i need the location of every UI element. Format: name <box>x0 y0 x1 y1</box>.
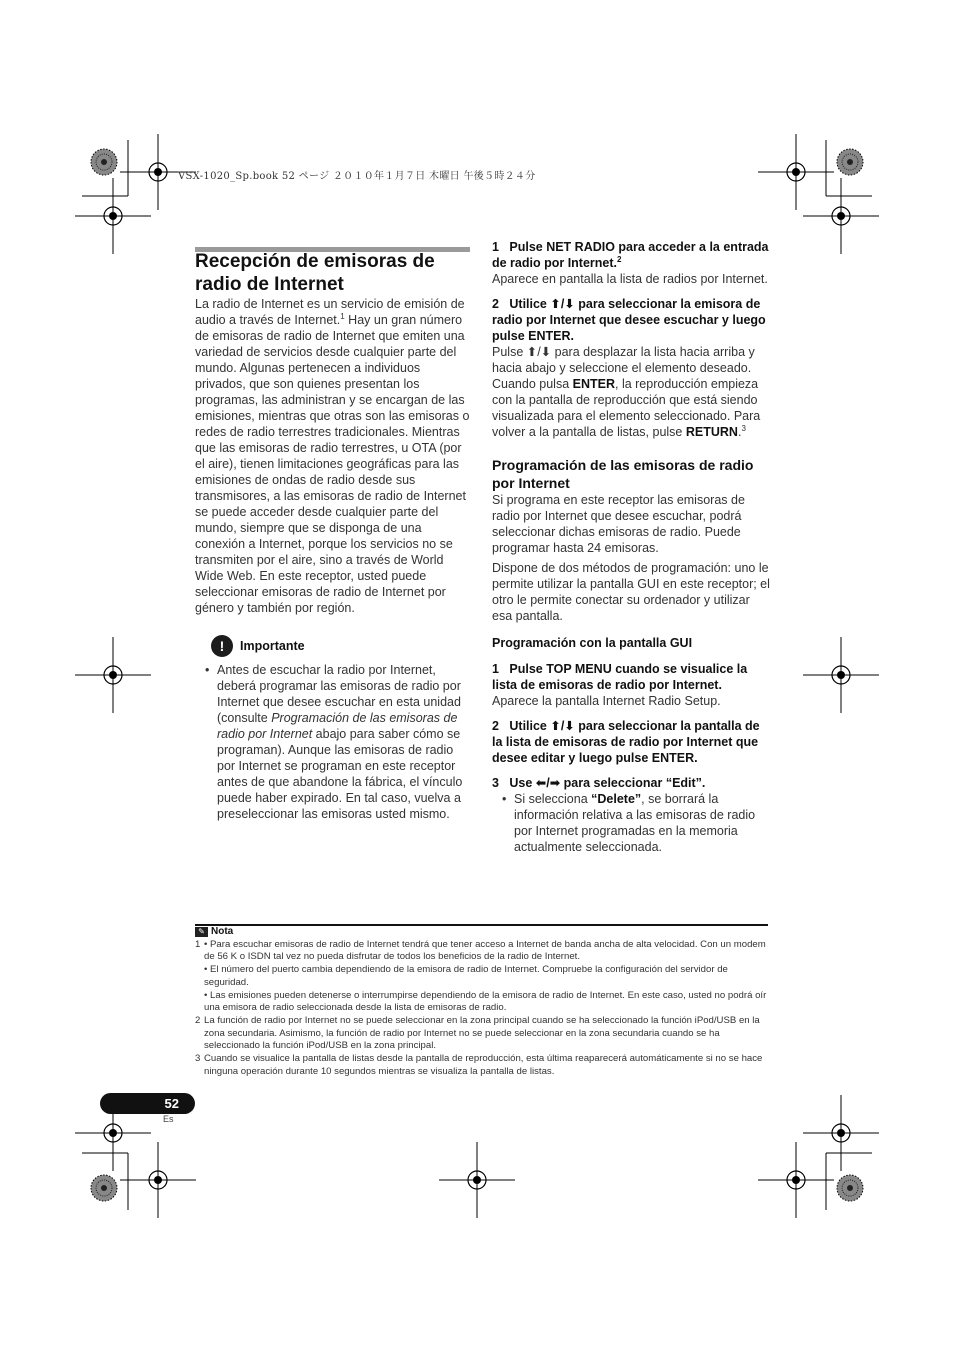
registration-cross-icon <box>803 178 879 254</box>
registration-cross-icon <box>803 637 879 713</box>
gui-step-1-heading: 1 Pulse TOP MENU cuando se visualice la lista de emisoras de radio por Internet. <box>492 662 748 692</box>
registration-cross-icon <box>758 134 834 210</box>
intro-paragraph: La radio de Internet es un servicio de emisión de audio a través de Internet.$^1$ Hay un gran número de emisoras de radio de Internet que emiten una variedad de servicios desde cualquier parte del mundo. Algunas pertenecen a individuos privados, que son quienes presentan los programas, las administran y se encargan de las emisiones, mientras que otras son las emisoras o redes de radio terrestres tradicionales. Mientras que las emisoras de radio terrestres, u OTA (por el aire), tienen limitaciones geográficas para las emisiones de ondas de radio desde sus transmisores, a las emisoras de radio de Internet se puede acceder desde cualquier parte del mundo, siempre que se disponga de una conexión a Internet, porque los servicios no se transmiten por el aire, sino a través de World Wide Web. En este receptor, usted puede seleccionar emisoras de radio de Internet por género y también por región. <box>195 297 470 615</box>
up-down-arrows-icon: ⬆/⬇ <box>550 719 575 733</box>
gui-step-3-bullet: • Si selecciona “Delete”, se borrará la información relativa a las emisoras de radio por Internet programadas en la memoria actualmente seleccionada. <box>492 791 770 855</box>
important-bullet: • Antes de escuchar la radio por Internet, deberá programar las emisoras de radio por Internet que desee escuchar en esta unidad (consulte Programación de las emisoras de radio por Internet abajo para saber cómo se programan). Aunque las emisoras de radio por Internet se programan en este receptor antes de que abandone la fábrica, el vínculo puede haber expirado. En tal caso, vuelva a preseleccionar las emisoras usted mismo. <box>195 662 470 822</box>
page-number: 52 <box>164 1096 179 1111</box>
important-icon: ! <box>211 635 233 657</box>
registration-star-icon <box>91 1175 117 1201</box>
section-title: Recepción de emisoras de radio de Internet <box>195 251 435 295</box>
step-2-heading: 2 Utilice ⬆/⬇ para seleccionar la emisora de radio por Internet que desee escuchar y luego pulse ENTER. <box>492 297 766 343</box>
footnote-ref: 1 <box>340 312 345 321</box>
gui-programming-title: Programación con la pantalla GUI <box>492 636 693 650</box>
registration-cross-icon <box>120 1142 196 1218</box>
page-number-tab <box>100 1093 195 1114</box>
gui-step-3-heading: 3 Use ⬅/➡ para seleccionar “Edit”. <box>492 776 706 790</box>
right-column <box>492 239 770 855</box>
step-1-heading: 1 Pulse NET RADIO para acceder a la entrada de radio por Internet.$^2$ <box>492 240 769 270</box>
gui-step-1-body: Aparece la pantalla Internet Radio Setup. <box>492 694 721 708</box>
up-down-arrows-icon: ⬆/⬇ <box>526 345 552 359</box>
step-1-body: Aparece en pantalla la lista de radios por Internet. <box>492 272 768 286</box>
registration-cross-icon <box>75 178 151 254</box>
notes-title: Nota <box>211 926 234 937</box>
left-column <box>195 296 470 822</box>
programming-paragraph-2: Dispone de dos métodos de programación: uno le permite utilizar la pantalla GUI en este receptor; el otro le permite conectar su ordenador y utilizar esa pantalla. <box>492 561 770 623</box>
left-right-arrows-icon: ⬅/➡ <box>535 776 561 790</box>
registration-star-icon <box>91 149 117 175</box>
notes-section <box>195 926 770 1078</box>
registration-cross-icon <box>758 1142 834 1218</box>
up-down-arrows-icon: ⬆/⬇ <box>550 297 575 311</box>
registration-cross-icon <box>803 1095 879 1171</box>
programming-title: Programación de las emisoras de radio por Internet <box>492 457 754 491</box>
registration-cross-icon <box>439 1142 515 1218</box>
language-label: Es <box>163 1114 174 1124</box>
print-header: VSX-1020_Sp.book 52 ページ ２０１０年１月７日 木曜日 午後５時２４分 <box>178 171 536 182</box>
step-2-body: Pulse ⬆/⬇ para desplazar la lista hacia arriba y hacia abajo y seleccione el elemento deseado. Cuando pulsa ENTER, la reproducción empieza con la pantalla de reproducción que está siendo visualizada para el elemento seleccionado. Para volver a la pantalla de listas, pulse RETURN.$^3$ <box>492 345 761 439</box>
programming-paragraph-1: Si programa en este receptor las emisoras de radio por Internet que desee escuchar, podrá seleccionar dichas emisoras de radio. Puede programar hasta 24 emisoras. <box>492 493 745 555</box>
note-pencil-icon: ✎ <box>195 927 208 937</box>
note-3: 3 Cuando se visualice la pantalla de listas desde la pantalla de reproducción, esta última reaparecerá automáticamente si no se hace ninguna operación durante 10 segundos mientras se visualiza la pantalla de listas. <box>195 1053 763 1077</box>
note-2: 2 La función de radio por Internet no se puede seleccionar en la zona principal cuando se ha seleccionado la función iPod/USB en la zona secundaria. Asimismo, la función de radio por Internet no se puede seleccionar en la zona secundaria cuando se ha seleccionado la función iPod/USB en la zona principal. <box>195 1014 760 1052</box>
important-header <box>195 635 470 657</box>
important-label: Importante <box>240 639 305 653</box>
registration-cross-icon <box>75 637 151 713</box>
registration-star-icon <box>837 149 863 175</box>
note-1: 1 • Para escuchar emisoras de radio de Internet tendrá que tener acceso a Internet de banda ancha de alta velocidad. Con un modem de 56 K o ISDN tal vez no pueda disfrutar de todos los beneficios de la radio de Internet. • El número del puerto cambia dependiendo de la emisora de radio de Internet. Compruebe la configuración del servidor de seguridad. • Las emisiones pueden detenerse o interrumpirse dependiendo de la emisora de radio de Internet. En este caso, usted no podrá oír una emisora de radio seleccionada desde la lista de emisoras de radio. <box>195 938 767 1014</box>
gui-step-2-heading: 2 Utilice ⬆/⬇ para seleccionar la pantalla de la lista de emisoras de radio por Internet que desee editar y luego pulse ENTER. <box>492 719 760 765</box>
notes-header <box>195 926 770 939</box>
registration-star-icon <box>837 1175 863 1201</box>
